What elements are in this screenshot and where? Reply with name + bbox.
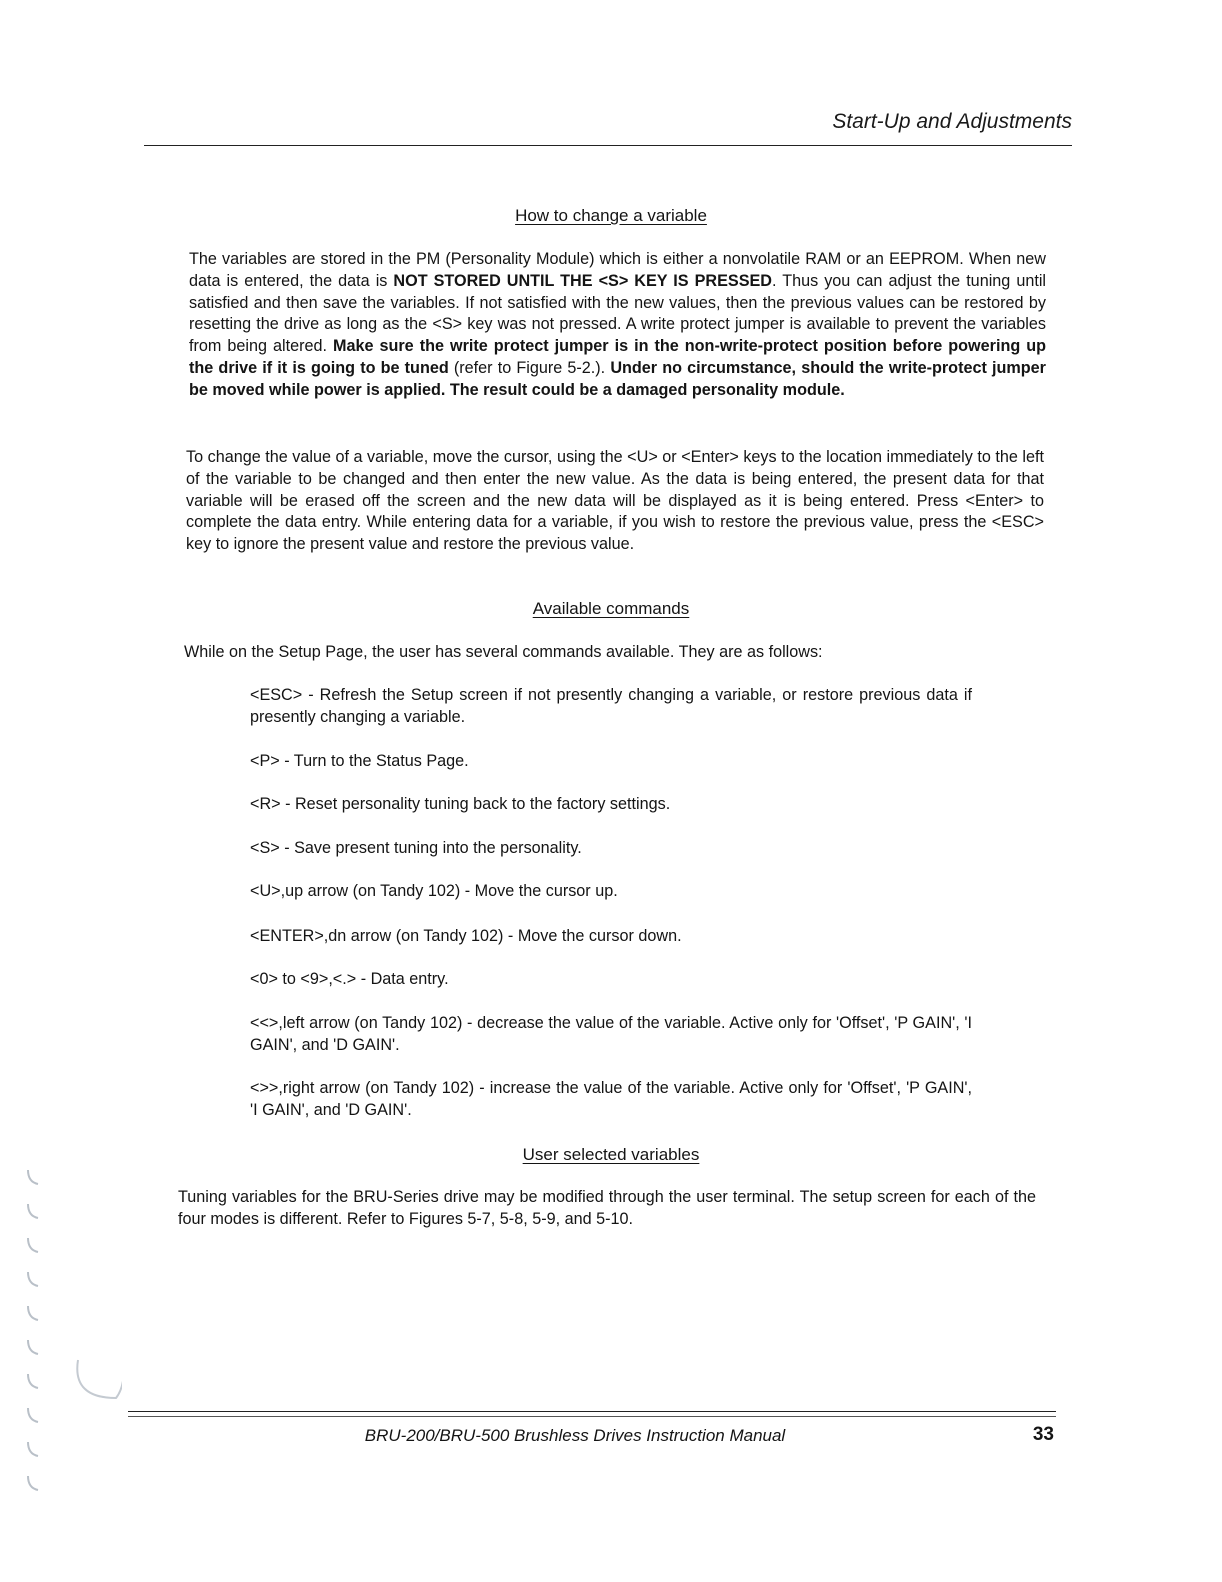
running-head: Start-Up and Adjustments	[832, 110, 1072, 133]
page-number: 33	[1032, 1424, 1054, 1445]
paragraph-change-value: To change the value of a variable, move the cursor, using the <U> or <Enter> keys to the location immediately to the left of the variable to be changed and then enter the new value. As the data is being entered, the present data for that variable will be erased off the screen and the new data will be displayed as it is being entered. Press <Enter> to complete the data entry. While entering data for a variable, if you wish to restore the previous value, press the <ESC> key to ignore the present value and restore the previous value.	[186, 448, 1044, 554]
command-left-arrow: <<>,left arrow (on Tandy 102) - decrease the value of the variable. Active only for 'Offset', 'P GAIN', 'I GAIN', and 'D GAIN'.	[250, 1014, 972, 1054]
commands-intro: While on the Setup Page, the user has several commands available. They are as follows:	[184, 643, 823, 661]
binder-hole-marks	[22, 1160, 122, 1500]
para1-bold-3: Under no circumstance, should the write-protect jumper be moved while power is applied. The result could be a damaged personality module.	[189, 358, 1046, 399]
para1-text-3: (refer to Figure 5-2.).	[448, 358, 611, 377]
para1-text-1: The variables are stored in the PM (Personality Module) which is either a nonvolatile RAM or an EEPROM. When new data is entered, the data is	[189, 250, 1046, 290]
command-data-entry: <0> to <9>,<.> - Data entry.	[250, 970, 449, 988]
command-esc: <ESC> - Refresh the Setup screen if not presently changing a variable, or restore previous data if presently changing a variable.	[250, 686, 972, 726]
command-right-arrow: <>>,right arrow (on Tandy 102) - increase the value of the variable. Active only for 'Offset', 'P GAIN', 'I GAIN', and 'D GAIN'.	[250, 1079, 972, 1119]
command-r: <R> - Reset personality tuning back to the factory settings.	[250, 795, 671, 813]
heading-user-variables: User selected variables	[522, 1145, 700, 1164]
paragraph-pm-storage	[189, 249, 1046, 402]
command-p: <P> - Turn to the Status Page.	[250, 752, 469, 770]
heading-change-variable: How to change a variable	[515, 206, 707, 225]
heading-available-commands: Available commands	[532, 599, 690, 618]
command-s: <S> - Save present tuning into the personality.	[250, 839, 582, 857]
para1-text-2: . Thus you can adjust the tuning until satisfied and then save the variables. If not satisfied with the new values, then the previous values can be restored by resetting the drive as long as the <S> key was not pressed. A write protect jumper is available to prevent the variables from being altered.	[189, 271, 1047, 356]
para1-bold-2: Make sure the write protect jumper is in the non-write-protect position before powering up the drive if it is going to be tuned	[189, 337, 1047, 377]
paragraph-user-variables: Tuning variables for the BRU-Series drive may be modified through the user terminal. The setup screen for each of the four modes is different. Refer to Figures 5-7, 5-8, 5-9, and 5-10.	[178, 1188, 1036, 1228]
para1-bold-1: NOT STORED UNTIL THE <S> KEY IS PRESSED	[393, 271, 772, 290]
footer-rule-thin	[128, 1416, 1056, 1417]
footer-title: BRU-200/BRU-500 Brushless Drives Instruction Manual	[364, 1426, 786, 1445]
footer-rule	[128, 1411, 1056, 1412]
command-enter: <ENTER>,dn arrow (on Tandy 102) - Move the cursor down.	[250, 927, 682, 945]
header-rule	[144, 145, 1072, 146]
command-u: <U>,up arrow (on Tandy 102) - Move the cursor up.	[250, 882, 618, 900]
